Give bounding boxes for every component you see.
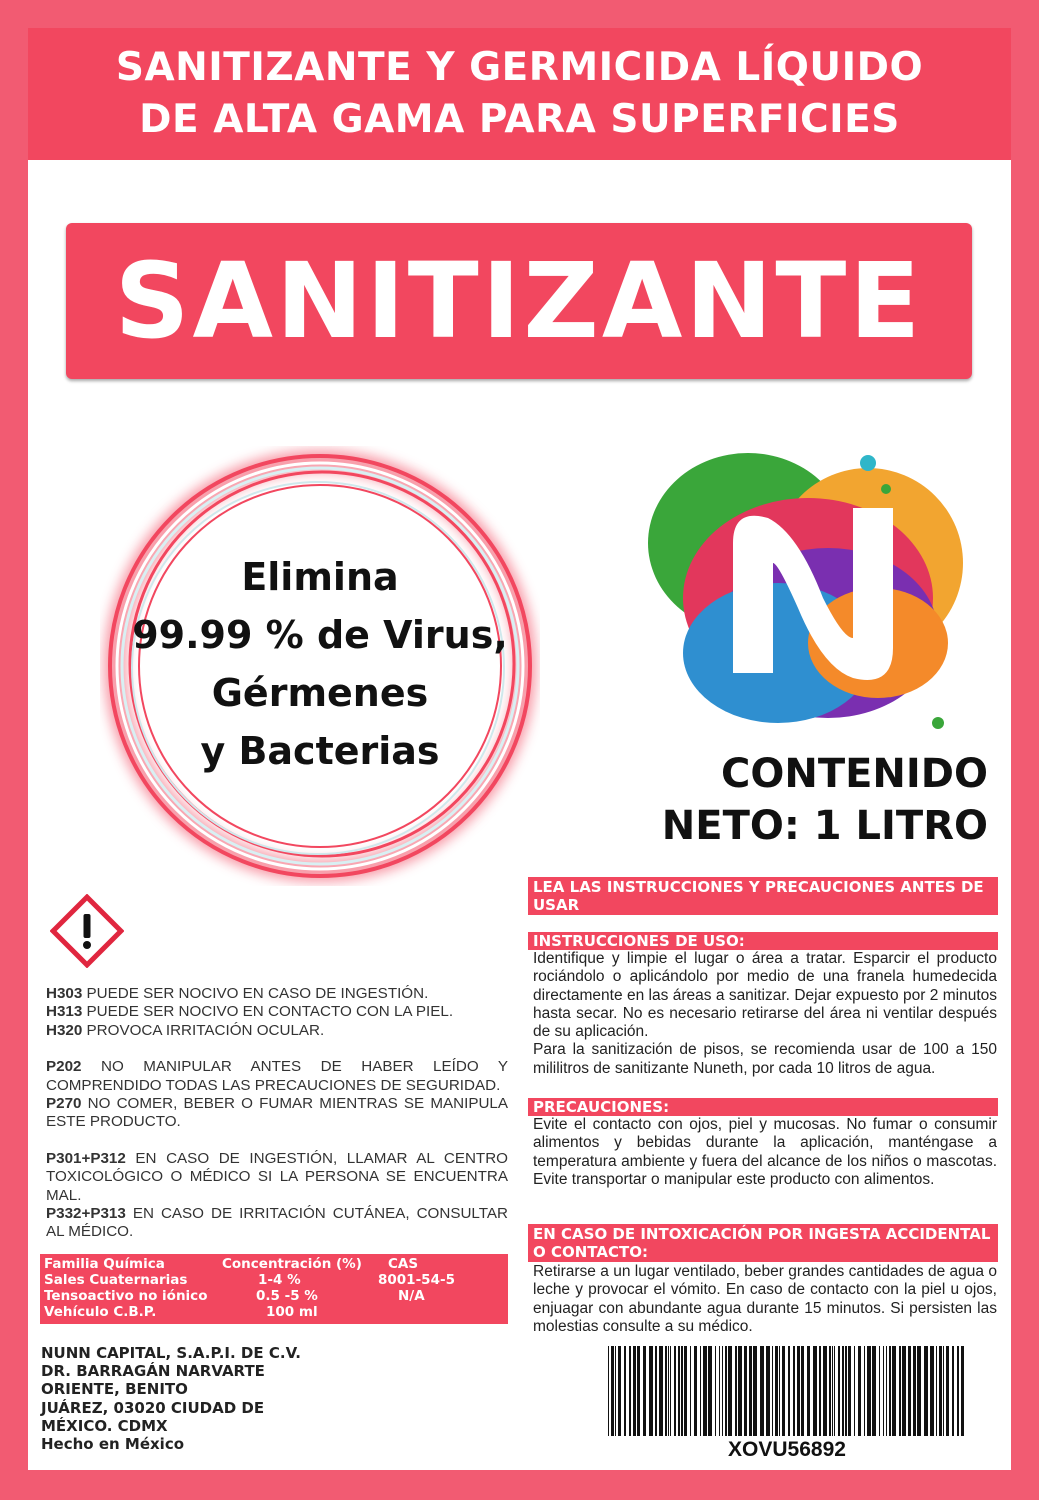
barcode-bar xyxy=(946,1346,949,1436)
barcode-bar xyxy=(842,1346,844,1436)
net-content-line-2: NETO: 1 LITRO xyxy=(661,803,988,849)
composition-header: Familia Química xyxy=(44,1256,165,1272)
brand-logo xyxy=(638,423,978,743)
barcode-bar xyxy=(788,1346,790,1436)
barcode-bar xyxy=(738,1346,742,1436)
barcode-bar xyxy=(694,1346,697,1436)
composition-row xyxy=(40,1288,508,1305)
p301-text: EN CASO DE INGESTIÓN, LLAMAR AL CENTRO TOXICOLÓGICO O MÉDICO SI LA PERSONA SE ENCUENTRA MAL. xyxy=(46,1149,508,1204)
address-line: NUNN CAPITAL, S.A.P.I. DE C.V. xyxy=(41,1344,301,1362)
claim-line-4: y Bacterias xyxy=(200,729,440,773)
barcode-bar xyxy=(615,1346,616,1436)
p-statements-1 xyxy=(46,1058,508,1132)
barcode-bar xyxy=(917,1346,921,1436)
barcode-bar xyxy=(957,1346,959,1436)
h303-code: H303 xyxy=(46,985,83,1002)
claim-line-2: 99.99 % de Virus, xyxy=(132,613,508,657)
precautions-text: Evite el contacto con ojos, piel y mucosas. No fumar o consumir alimentos y bebidas durante la aplicación, manténgase a temperatura ambiente y fuera del alcance de los niños o mascotas. Evite transportar o manipular este producto con alimentos. xyxy=(533,1116,997,1188)
composition-header-row xyxy=(40,1256,508,1273)
composition-cell: Sales Cuaternarias xyxy=(44,1272,188,1288)
barcode-bar xyxy=(782,1346,785,1436)
h313-code: H313 xyxy=(46,1003,83,1021)
usage-text xyxy=(533,950,997,1078)
read-instructions-warning: LEA LAS INSTRUCCIONES Y PRECAUCIONES ANTES DE USAR xyxy=(528,877,998,915)
barcode-bar xyxy=(772,1346,773,1436)
barcode-bar xyxy=(725,1346,727,1436)
barcode-bar xyxy=(832,1346,833,1436)
logo-graphic xyxy=(638,423,978,743)
h-statements xyxy=(46,985,508,1040)
h303-text: PUEDE SER NOCIVO EN CASO DE INGESTIÓN. xyxy=(82,985,429,1002)
barcode-bar xyxy=(872,1346,876,1436)
p332-text: EN CASO DE IRRITACIÓN CUTÁNEA, CONSULTAR AL MÉDICO. xyxy=(46,1205,508,1241)
barcode-bar xyxy=(775,1346,778,1436)
barcode-bar xyxy=(829,1346,831,1436)
composition-cell: Vehículo C.B.P. xyxy=(44,1304,157,1320)
barcode-bar xyxy=(902,1346,906,1436)
p270-code: P270 xyxy=(46,1095,82,1113)
precautions-title: PRECAUCIONES: xyxy=(528,1098,998,1116)
p202-code: P202 xyxy=(46,1058,82,1076)
barcode-bar xyxy=(952,1346,954,1436)
intoxication-text: Retirarse a un lugar ventilado, beber grandes cantidades de agua o leche y provocar el vómito. En caso de contacto con la piel u ojos, enjuagar con abundante agua durante 15 minutos. Si persisten las molestias consulte a su médico. xyxy=(533,1263,997,1335)
barcode-bar xyxy=(819,1346,821,1436)
hazard-statements xyxy=(46,985,508,1242)
composition-cell: 0.5 -5 % xyxy=(256,1288,318,1304)
composition-cell: N/A xyxy=(398,1288,425,1304)
barcode-bar xyxy=(678,1346,680,1436)
barcode-bar xyxy=(924,1346,928,1436)
barcode-bar xyxy=(744,1346,747,1436)
barcode-bar xyxy=(611,1346,614,1436)
barcode-bar xyxy=(637,1346,640,1436)
barcode-bar xyxy=(719,1346,720,1436)
product-name-banner: SANITIZANTE xyxy=(66,223,972,379)
claim-line-3: Gérmenes xyxy=(211,671,429,715)
barcode-bar xyxy=(655,1346,657,1436)
barcode-bar xyxy=(753,1346,757,1436)
barcode-bar xyxy=(665,1346,667,1436)
barcode-bar xyxy=(649,1346,653,1436)
barcode-bar xyxy=(886,1346,887,1436)
header-line-1: SANITIZANTE Y GERMICIDA LÍQUIDO xyxy=(115,45,924,90)
barcode-bar xyxy=(690,1346,691,1436)
barcode-bar xyxy=(624,1346,626,1436)
usage-title: INSTRUCCIONES DE USO: xyxy=(528,932,998,950)
barcode-bar xyxy=(681,1346,683,1436)
barcode-bar xyxy=(899,1346,901,1436)
barcode-bar xyxy=(659,1346,663,1436)
barcode-bar xyxy=(608,1346,609,1436)
barcode-bar xyxy=(908,1346,911,1436)
barcode-bar xyxy=(823,1346,827,1436)
barcode-bar xyxy=(668,1346,669,1436)
barcode-bar xyxy=(807,1346,810,1436)
composition-table xyxy=(40,1254,508,1324)
barcode-bar xyxy=(858,1346,861,1436)
barcode-bar xyxy=(618,1346,621,1436)
barcode-bar xyxy=(700,1346,701,1436)
barcode-bar xyxy=(670,1346,671,1436)
made-in-mexico: Hecho en México xyxy=(41,1435,185,1454)
h320-code: H320 xyxy=(46,1021,83,1039)
composition-header: CAS xyxy=(388,1256,419,1272)
barcode-bar xyxy=(779,1346,780,1436)
barcode-bar xyxy=(722,1346,723,1436)
barcode-bar xyxy=(854,1346,855,1436)
barcode-bar xyxy=(801,1346,804,1436)
address-line: MÉXICO. CDMX xyxy=(41,1416,168,1435)
product-label xyxy=(28,28,1011,1470)
usage-paragraph-2: Para la sanitización de pisos, se recomienda usar de 100 a 150 mililitros de sanitizante Nuneth, por cada 10 litros de agua. xyxy=(533,1041,997,1077)
barcode-bar xyxy=(629,1346,631,1436)
composition-cell: 1-4 % xyxy=(258,1272,301,1288)
barcode-bar xyxy=(867,1346,871,1436)
intoxication-title: EN CASO DE INTOXICACIÓN POR INGESTA ACCIDENTAL O CONTACTO: xyxy=(528,1224,998,1262)
barcode-bar xyxy=(674,1346,676,1436)
barcode-bar xyxy=(684,1346,687,1436)
barcode-bar xyxy=(643,1346,646,1436)
barcode-bar xyxy=(943,1346,944,1436)
address-line: JUÁREZ, 03020 CIUDAD DE xyxy=(41,1398,265,1417)
composition-row xyxy=(40,1304,508,1321)
hazard-pictogram xyxy=(50,894,124,968)
composition-header: Concentración (%) xyxy=(222,1256,362,1272)
claim-line-1: Elimina xyxy=(241,555,399,599)
barcode-bar xyxy=(936,1346,937,1436)
p332-code: P332+P313 xyxy=(46,1205,126,1223)
header-line-2: DE ALTA GAMA PARA SUPERFICIES xyxy=(139,97,900,142)
p301-code: P301+P312 xyxy=(46,1149,126,1167)
net-content-line-1: CONTENIDO xyxy=(720,751,988,797)
header-banner xyxy=(28,28,1011,160)
barcode-number: XOVU56892 xyxy=(728,1438,846,1461)
claim-text xyxy=(100,548,540,780)
barcode-bar xyxy=(961,1346,964,1436)
barcode-bar xyxy=(930,1346,934,1436)
barcode-bar xyxy=(797,1346,800,1436)
composition-cell: Tensoactivo no iónico xyxy=(44,1288,208,1304)
barcode-bar xyxy=(939,1346,942,1436)
barcode-bar xyxy=(715,1346,716,1436)
barcode-bar xyxy=(864,1346,865,1436)
barcode-bar xyxy=(760,1346,764,1436)
exclamation-hazard-icon xyxy=(50,894,124,968)
barcode-bar xyxy=(879,1346,880,1436)
barcode xyxy=(604,1346,970,1436)
barcode-bar xyxy=(913,1346,916,1436)
barcode-bar xyxy=(883,1346,884,1436)
barcode-bar xyxy=(735,1346,737,1436)
usage-paragraph-1: Identifique y limpie el lugar o área a tratar. Esparcir el producto rociándolo o aplicándolo por medio de una franela humedecida directamente en las áreas a sanitizar. Dejar expuesto por 2 minutos hasta secar. No es necesario retirarse del área ni ventilar después de su aplicación. xyxy=(533,950,997,1041)
p270-text: NO COMER, BEBER O FUMAR MIENTRAS SE MANIPULA ESTE PRODUCTO. xyxy=(46,1095,508,1131)
barcode-bar xyxy=(834,1346,835,1436)
barcode-bar xyxy=(848,1346,851,1436)
p-statements-2 xyxy=(46,1150,508,1242)
barcode-bar xyxy=(793,1346,795,1436)
barcode-bar xyxy=(889,1346,891,1436)
h313-text: PUEDE SER NOCIVO EN CONTACTO CON LA PIEL. xyxy=(82,1003,454,1021)
barcode-bar xyxy=(766,1346,770,1436)
barcode-bar xyxy=(845,1346,847,1436)
barcode-bar xyxy=(749,1346,752,1436)
composition-row xyxy=(40,1272,508,1289)
barcode-bar xyxy=(708,1346,712,1436)
barcode-bar xyxy=(728,1346,732,1436)
barcode-bar xyxy=(703,1346,707,1436)
barcode-bar xyxy=(838,1346,840,1436)
address-line: DR. BARRAGÁN NARVARTE xyxy=(41,1362,265,1381)
manufacturer-address xyxy=(41,1344,341,1453)
p202-text: NO MANIPULAR ANTES DE HABER LEÍDO Y COMPRENDIDO TODAS LAS PRECAUCIONES DE SEGURIDAD. xyxy=(46,1058,508,1094)
net-content xyxy=(588,748,988,852)
barcode-bar xyxy=(813,1346,817,1436)
barcode-bar xyxy=(633,1346,636,1436)
h320-text: PROVOCA IRRITACIÓN OCULAR. xyxy=(82,1021,325,1039)
composition-cell: 8001-54-5 xyxy=(378,1272,455,1288)
barcode-bar xyxy=(892,1346,896,1436)
address-line: ORIENTE, BENITO xyxy=(41,1380,188,1399)
composition-cell: 100 ml xyxy=(266,1304,318,1320)
